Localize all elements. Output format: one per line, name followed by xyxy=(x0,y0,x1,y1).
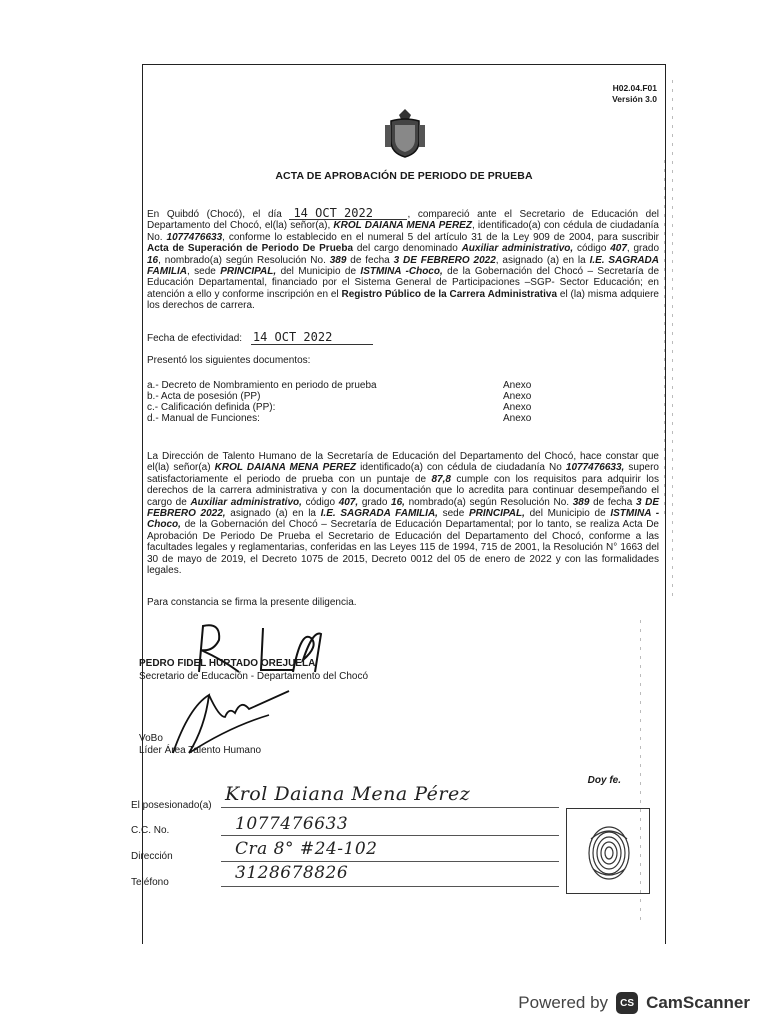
camscanner-footer xyxy=(518,992,750,1014)
effective-date-row xyxy=(147,330,373,345)
list-item: d.- Manual de Funciones: Anexo xyxy=(147,413,532,424)
documents-intro: Presentó los siguientes documentos: xyxy=(147,355,311,366)
telefono-line xyxy=(221,886,559,887)
signer-name: PEDRO FIDEL HURTADO OREJUELA xyxy=(139,658,316,669)
document-title: ACTA DE APROBACIÓN DE PERIODO DE PRUEBA xyxy=(275,170,533,182)
document-version: Versión 3.0 xyxy=(612,94,657,104)
direccion-line xyxy=(221,861,559,862)
fingerprint-box xyxy=(566,808,650,894)
scan-noise xyxy=(672,80,673,600)
cc-value: 1077476633 xyxy=(235,814,349,834)
posesionado-signature: Krol Daiana Mena Pérez xyxy=(225,783,471,805)
date-stamp: 14 OCT 2022 xyxy=(289,208,407,220)
document-page xyxy=(131,64,666,944)
posesionado-label: El posesionado(a) xyxy=(131,800,212,811)
posesionado-line xyxy=(221,807,559,808)
document-code: H02.04.F01 xyxy=(612,83,657,93)
direccion-label: Dirección xyxy=(131,851,173,862)
cc-label: C.C. No. xyxy=(131,825,170,836)
camscanner-brand: CamScanner xyxy=(646,993,750,1012)
employee-name: KROL DAIANA MENA PEREZ xyxy=(333,220,472,232)
documents-list xyxy=(147,380,567,424)
vobo-label: VoBo xyxy=(139,733,163,744)
document-code-block xyxy=(612,83,657,105)
effective-date-label: Fecha de efectividad: xyxy=(147,333,243,344)
constancia-line: Para constancia se firma la presente diligencia. xyxy=(147,597,357,608)
telefono-label: Teléfono xyxy=(131,877,169,888)
camscanner-logo-icon: CS xyxy=(616,992,638,1014)
score-value: 87,8 xyxy=(431,473,451,485)
telefono-value: 3128678826 xyxy=(235,863,349,883)
direccion-value: Cra 8° #24-102 xyxy=(235,839,378,859)
list-item: a.- Decreto de Nombramiento en periodo de prueba Anexo xyxy=(147,380,532,391)
fingerprint-icon xyxy=(567,809,651,895)
cc-line xyxy=(221,835,559,836)
vobo-role: Líder Área Talento Humano xyxy=(139,745,262,756)
powered-by-label: Powered by xyxy=(518,993,609,1012)
paragraph-constancia-talento-humano: La Dirección de Talento Humano de la Secretaría de Educación del Departamento del Chocó, hace constar que el(la) señor(a) KROL DAIANA MENA PEREZ identificado(a) con cédula de ciudadanía No 1077476633, supero satisfactoriamente el periodo de prueba con un puntaje de 87,8 cumple con los requisitos para adquirir los derechos de la carrera administrativa y con la documentación que lo acredita para continuar desempeñando el cargo de Auxiliar administrativo, código 407, grado 16, nombrado(a) según Resolución No. 389 de fecha 3 DE FEBRERO 2022, asignado (a) en la I.E. SAGRADA FAMILIA, sede PRINCIPAL, del Municipio de ISTMINA -Choco, de la Gobernación del Chocó – Secretaría de Educación Departamental; por lo tanto, se realiza Acta De Aprobación De Periodo De Prueba el Secretario de Educación del Departamento del Chocó, conforme a las facultades legales y reglamentarias, conferidas en las Leyes 115 de 1994, 715 de 2001, la Resolución N° 1663 del 30 de mayo de 2019, el Decreto 1075 de 2015, Decreto 0012 del 05 de enero de 2022 y con las formalidades legales. xyxy=(147,451,660,577)
paragraph-comparecencia: En Quibdó (Chocó), el día 14 OCT 2022 , compareció ante el Secretario de Educación del Departamento del Chocó, el(la) señor(a), KROL DAIANA MENA PEREZ, identificado(a) con cédula de ciudadanía No. 1077476633, conforme lo establecido en el numeral 5 del artículo 31 de la Ley 909 de 2004, para suscribir Acta de Superación de Periodo De Prueba del cargo denominado Auxiliar administrativo, código 407, grado 16, nombrado(a) según Resolución No. 389 de fecha 3 DE FEBRERO 2022, asignado (a) en la I.E. SAGRADA FAMILIA, sede PRINCIPAL, del Municipio de ISTMINA -Choco, de la Gobernación del Chocó – Secretaría de Educación Departamental, financiado por el Sistema General de Participaciones –SGP- Sector Educación; en atención a ello y conforme inscripción en el Registro Público de la Carrera Administrativa el (la) misma adquiere los derechos de carrera. xyxy=(147,206,660,312)
coat-of-arms-icon xyxy=(383,107,427,159)
list-item: b.- Acta de posesión (PP) Anexo xyxy=(147,391,532,402)
doy-fe-label: Doy fe. xyxy=(587,775,621,786)
signer-role: Secretario de Educación - Departamento del Chocó xyxy=(139,671,369,682)
vobo-block xyxy=(139,733,261,757)
list-item: c.- Calificación definida (PP): Anexo xyxy=(147,402,532,413)
effective-date-value: 14 OCT 2022 xyxy=(251,330,373,345)
